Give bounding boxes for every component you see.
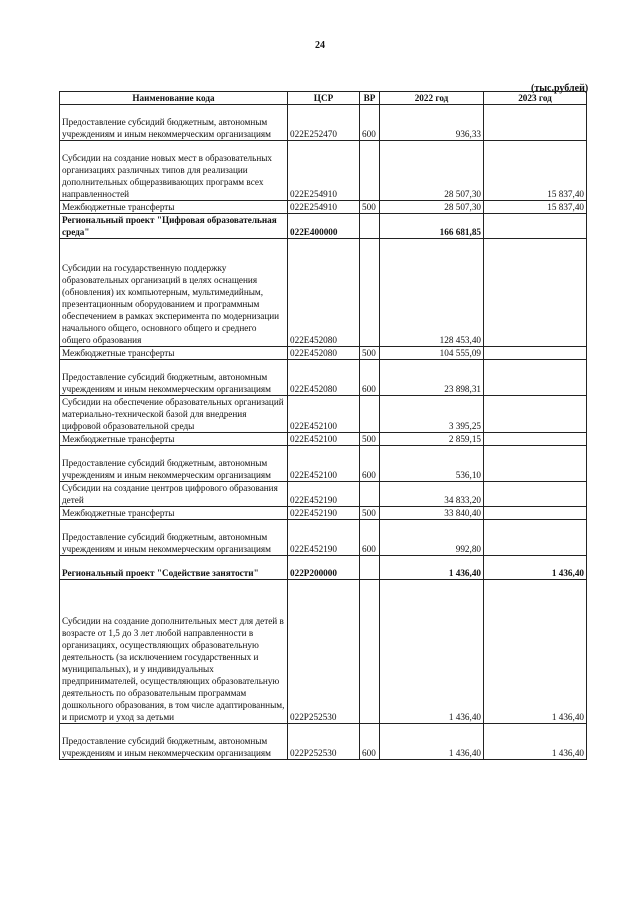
cell-2022: 104 555,09 xyxy=(380,347,484,360)
cell-2023 xyxy=(484,347,587,360)
cell-vr: 600 xyxy=(360,520,380,556)
cell-csr: 022E400000 xyxy=(288,214,360,239)
cell-vr: 600 xyxy=(360,105,380,141)
cell-2023 xyxy=(484,396,587,433)
cell-csr: 022E452080 xyxy=(288,347,360,360)
cell-name: Региональный проект "Цифровая образовательная среда" xyxy=(60,214,288,239)
header-2022: 2022 год xyxy=(380,92,484,105)
table-row xyxy=(60,214,587,239)
page-number: 24 xyxy=(315,40,325,51)
cell-vr: 600 xyxy=(360,446,380,482)
table-row xyxy=(60,141,587,201)
table-row xyxy=(60,446,587,482)
cell-2023 xyxy=(484,239,587,347)
cell-vr: 600 xyxy=(360,724,380,760)
cell-name: Предоставление субсидий бюджетным, автономным учреждениям и иным некоммерческим организациям xyxy=(60,360,288,396)
cell-csr: 022E452080 xyxy=(288,360,360,396)
table-row xyxy=(60,105,587,141)
header-name: Наименование кода xyxy=(60,92,288,105)
cell-name: Субсидии на создание дополнительных мест для детей в возрасте от 1,5 до 3 лет любой направленности в организациях, осуществляющих образовательную деятельность (за исключением государственных и муниципальных), и у индивидуальных предпринимателей, осуществляющих образовательную деятельность по образовательным программам дошкольного образования, в том числе адаптированным, и присмотр и уход за детьми xyxy=(60,580,288,724)
cell-2022: 128 453,40 xyxy=(380,239,484,347)
cell-2022: 536,10 xyxy=(380,446,484,482)
cell-csr: 022E452100 xyxy=(288,433,360,446)
cell-csr: 022E452100 xyxy=(288,396,360,433)
cell-2022: 23 898,31 xyxy=(380,360,484,396)
cell-2022: 936,33 xyxy=(380,105,484,141)
header-csr: ЦСР xyxy=(288,92,360,105)
units-label: (тыс.рублей) xyxy=(531,83,589,94)
cell-csr: 022E254910 xyxy=(288,141,360,201)
cell-2022: 3 395,25 xyxy=(380,396,484,433)
cell-name: Межбюджетные трансферты xyxy=(60,201,288,214)
cell-vr xyxy=(360,214,380,239)
table-body xyxy=(60,105,587,760)
cell-name: Межбюджетные трансферты xyxy=(60,433,288,446)
table-row xyxy=(60,724,587,760)
cell-2023 xyxy=(484,360,587,396)
table-row xyxy=(60,396,587,433)
cell-vr: 500 xyxy=(360,347,380,360)
cell-vr xyxy=(360,482,380,507)
cell-2023: 1 436,40 xyxy=(484,580,587,724)
cell-2023 xyxy=(484,214,587,239)
table-row xyxy=(60,482,587,507)
cell-name: Предоставление субсидий бюджетным, автономным учреждениям и иным некоммерческим организациям xyxy=(60,105,288,141)
cell-name: Межбюджетные трансферты xyxy=(60,507,288,520)
cell-2022: 1 436,40 xyxy=(380,580,484,724)
cell-csr: 022E254910 xyxy=(288,201,360,214)
cell-2023 xyxy=(484,520,587,556)
cell-vr xyxy=(360,556,380,580)
cell-name: Субсидии на обеспечение образовательных организаций материально-технической базой для внедрения цифровой образовательной среды xyxy=(60,396,288,433)
cell-2022: 1 436,40 xyxy=(380,556,484,580)
cell-name: Предоставление субсидий бюджетным, автономным учреждениям и иным некоммерческим организациям xyxy=(60,724,288,760)
cell-csr: 022E452190 xyxy=(288,507,360,520)
table-row xyxy=(60,433,587,446)
cell-2023: 15 837,40 xyxy=(484,201,587,214)
cell-name: Субсидии на создание центров цифрового образования детей xyxy=(60,482,288,507)
header-2023: 2023 год xyxy=(484,92,587,105)
budget-table xyxy=(59,91,587,760)
cell-vr xyxy=(360,239,380,347)
cell-name: Субсидии на создание новых мест в образовательных организациях различных типов для реализации дополнительных общеразвивающих программ всех направленностей xyxy=(60,141,288,201)
cell-csr: 022E452190 xyxy=(288,482,360,507)
cell-vr xyxy=(360,141,380,201)
cell-2023: 1 436,40 xyxy=(484,724,587,760)
cell-name: Предоставление субсидий бюджетным, автономным учреждениям и иным некоммерческим организациям xyxy=(60,520,288,556)
table-row xyxy=(60,556,587,580)
table-row xyxy=(60,239,587,347)
cell-2022: 2 859,15 xyxy=(380,433,484,446)
table-header-row xyxy=(60,92,587,105)
cell-2022: 1 436,40 xyxy=(380,724,484,760)
cell-2023: 1 436,40 xyxy=(484,556,587,580)
cell-csr: 022P252530 xyxy=(288,580,360,724)
cell-vr: 600 xyxy=(360,360,380,396)
cell-csr: 022E452080 xyxy=(288,239,360,347)
cell-csr: 022P252530 xyxy=(288,724,360,760)
table-row xyxy=(60,520,587,556)
cell-name: Региональный проект "Содействие занятости" xyxy=(60,556,288,580)
cell-csr: 022E452100 xyxy=(288,446,360,482)
table-row xyxy=(60,347,587,360)
cell-2023: 15 837,40 xyxy=(484,141,587,201)
cell-2023 xyxy=(484,433,587,446)
cell-2022: 33 840,40 xyxy=(380,507,484,520)
cell-vr: 500 xyxy=(360,507,380,520)
cell-csr: 022E252470 xyxy=(288,105,360,141)
cell-2023 xyxy=(484,507,587,520)
cell-name: Предоставление субсидий бюджетным, автономным учреждениям и иным некоммерческим организациям xyxy=(60,446,288,482)
cell-vr xyxy=(360,580,380,724)
cell-2022: 166 681,85 xyxy=(380,214,484,239)
cell-name: Субсидии на государственную поддержку образовательных организаций в целях оснащения (обновления) их компьютерным, мультимедийным, презентационным оборудованием и программным обеспечением в рамках эксперимента по модернизации начального общего, основного общего и среднего общего образования xyxy=(60,239,288,347)
cell-2023 xyxy=(484,105,587,141)
table-row xyxy=(60,580,587,724)
cell-name: Межбюджетные трансферты xyxy=(60,347,288,360)
cell-2022: 28 507,30 xyxy=(380,141,484,201)
cell-2022: 34 833,20 xyxy=(380,482,484,507)
cell-2022: 28 507,30 xyxy=(380,201,484,214)
cell-2023 xyxy=(484,482,587,507)
cell-vr: 500 xyxy=(360,201,380,214)
cell-vr xyxy=(360,396,380,433)
table-row xyxy=(60,201,587,214)
cell-csr: 022P200000 xyxy=(288,556,360,580)
cell-vr: 500 xyxy=(360,433,380,446)
cell-2023 xyxy=(484,446,587,482)
table-row xyxy=(60,507,587,520)
table-row xyxy=(60,360,587,396)
header-vr: ВР xyxy=(360,92,380,105)
cell-2022: 992,80 xyxy=(380,520,484,556)
cell-csr: 022E452190 xyxy=(288,520,360,556)
